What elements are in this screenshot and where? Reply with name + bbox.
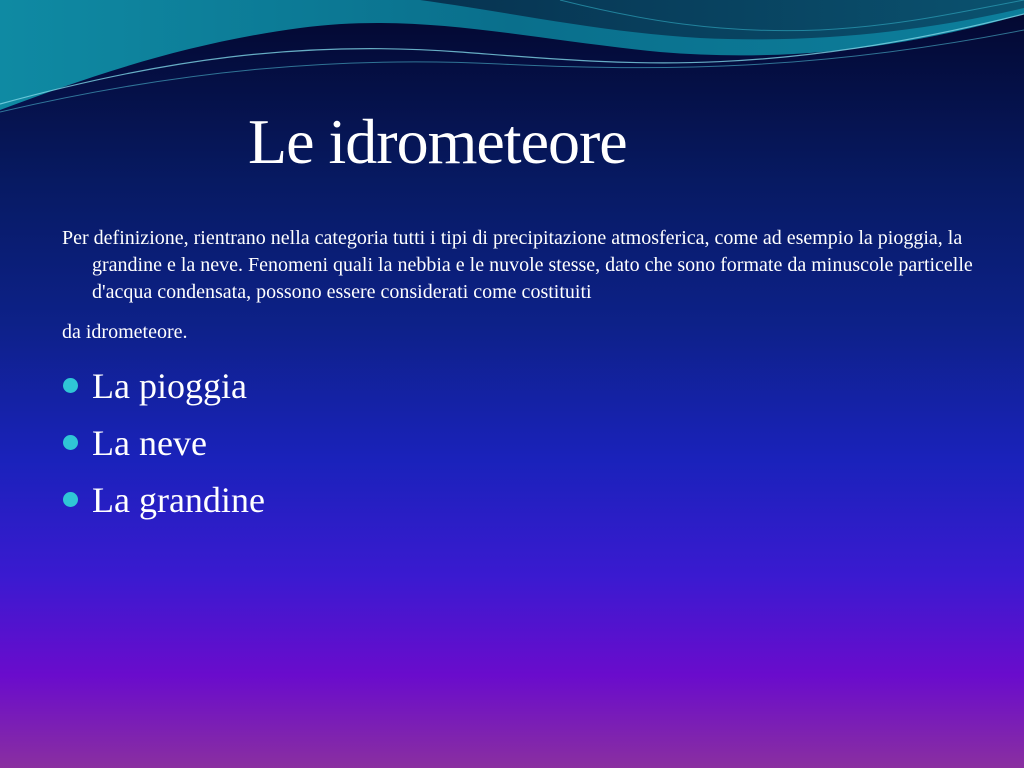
bullet-label: La grandine — [92, 480, 265, 520]
slide-title: Le idrometeore — [248, 106, 627, 177]
intro-text-last-line: da idrometeore. — [62, 321, 188, 343]
intro-text: Per definizione, rientrano nella categoria tutti i tipi di precipitazione atmosferica, come ad esempio la pioggia, la grandine e la neve. Fenomeni quali la nebbia e le nuvole stesse, dato che sono formate da minuscole particelle d'acqua condensata, possono essere considerati come costituiti — [62, 227, 973, 303]
bullet-item-pioggia — [62, 360, 265, 417]
bullet-dot-icon — [63, 435, 78, 450]
bullet-label: La neve — [92, 423, 207, 463]
bullet-item-grandine — [62, 474, 265, 531]
intro-paragraph — [62, 225, 992, 346]
bullet-dot-icon — [63, 378, 78, 393]
bullet-item-neve — [62, 417, 265, 474]
bullet-dot-icon — [63, 492, 78, 507]
bullet-list — [62, 360, 265, 531]
bullet-label: La pioggia — [92, 366, 247, 406]
